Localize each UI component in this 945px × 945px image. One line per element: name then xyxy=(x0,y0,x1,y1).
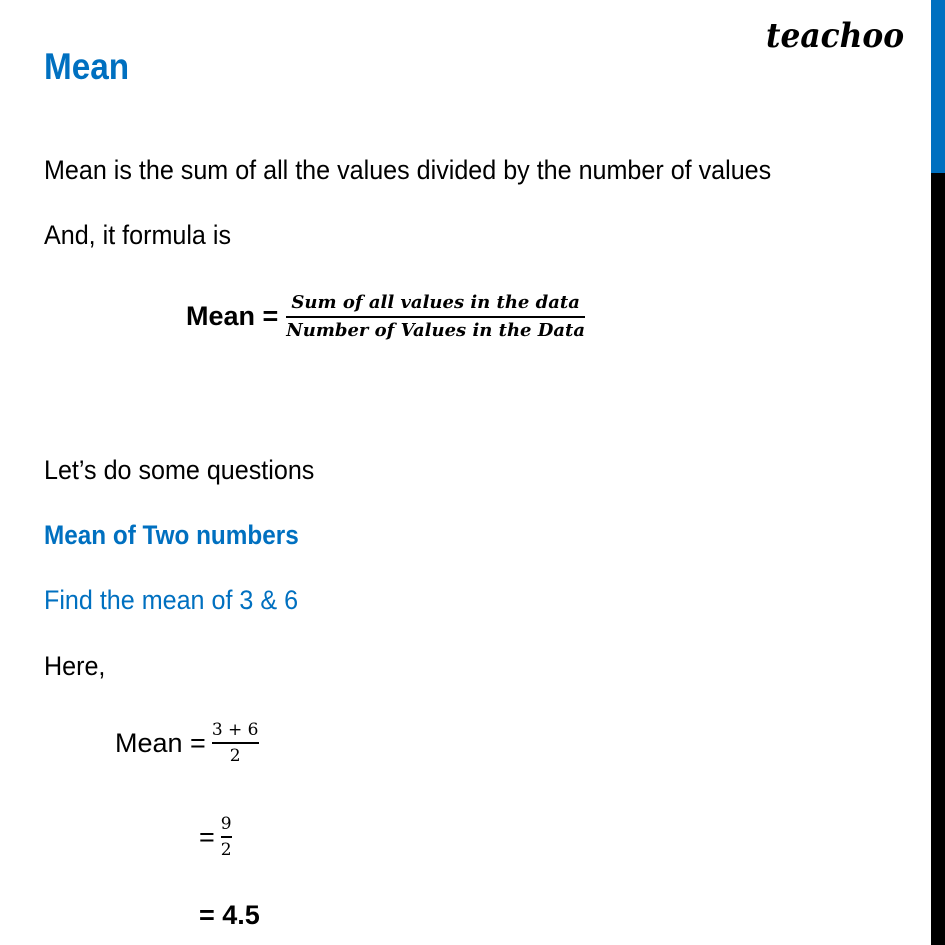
fraction-bar xyxy=(286,316,585,318)
step-2-numerator: 9 xyxy=(220,814,232,834)
page-title: Mean xyxy=(44,46,130,87)
solution-step-1 xyxy=(115,720,259,767)
formula-lhs: Mean = xyxy=(186,301,279,332)
formula-numerator: Sum of all values in the data xyxy=(291,292,580,313)
section-heading: Mean of Two numbers xyxy=(44,520,299,550)
step-2-lhs: = xyxy=(199,821,215,852)
step-1-lhs: Mean = xyxy=(115,727,206,758)
mean-formula xyxy=(186,292,585,341)
questions-intro-text: Let’s do some questions xyxy=(44,455,315,485)
side-accent-bar-black xyxy=(931,173,945,945)
fraction-bar xyxy=(221,836,232,838)
fraction-bar xyxy=(212,742,259,744)
formula-denominator: Number of Values in the Data xyxy=(286,319,586,341)
step-2-denominator: 2 xyxy=(220,840,232,861)
formula-fraction xyxy=(286,292,585,341)
side-accent-bar-blue xyxy=(931,0,945,173)
here-label: Here, xyxy=(44,651,106,681)
teachoo-logo: teachoo xyxy=(766,16,905,56)
step-1-fraction xyxy=(212,720,259,767)
question-text: Find the mean of 3 & 6 xyxy=(44,585,299,615)
step-1-numerator: 3 + 6 xyxy=(211,720,259,740)
step-1-denominator: 2 xyxy=(229,746,241,767)
final-answer: = 4.5 xyxy=(199,900,260,930)
definition-text: Mean is the sum of all the values divided by the number of values xyxy=(44,155,772,185)
formula-intro-text: And, it formula is xyxy=(44,220,232,250)
step-2-fraction xyxy=(221,814,232,861)
solution-step-2 xyxy=(199,814,232,861)
